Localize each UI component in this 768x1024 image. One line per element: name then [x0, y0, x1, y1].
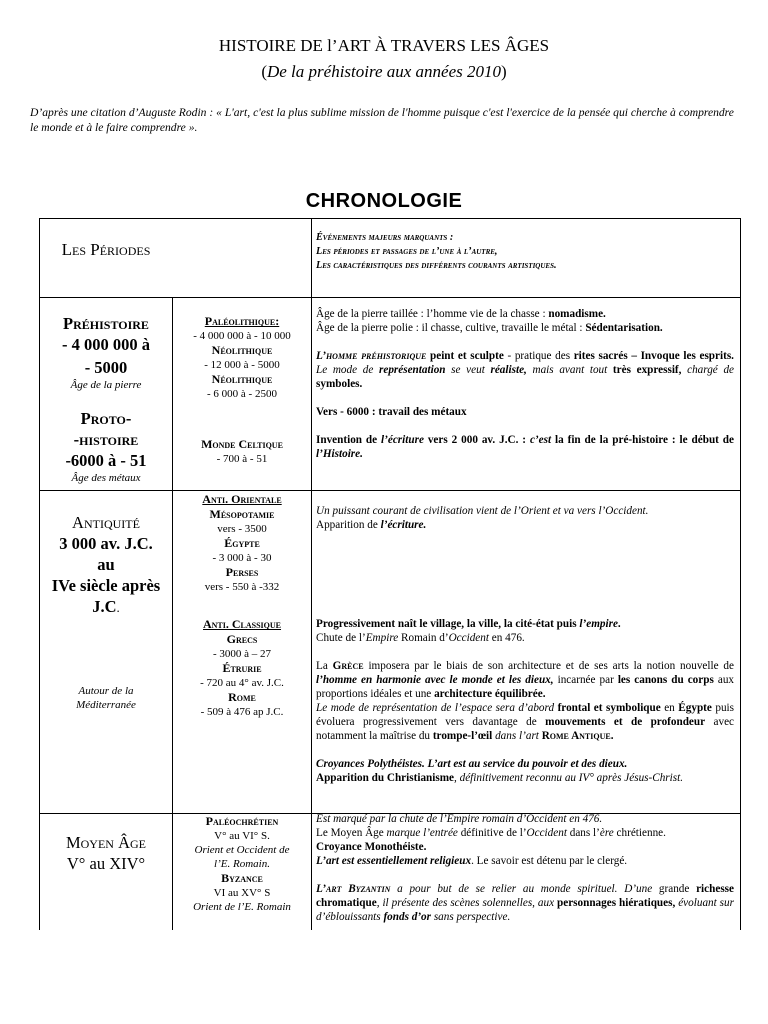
prehistoire-events: Âge de la pierre taillée : l’homme vie de la chasse : nomadisme. Âge de la pierre polie : il chasse, cultive, travaille le métal : Sédentarisation. L’homme préhistorique peint et sculpte - pratique des rites sacrés – Invoque les esprits. Le mode de représentation se veut réaliste, mais avant tout très expressif, chargé de symboles. Vers - 6000 : travail des métaux Invention de l’écriture vers 2 000 av. J.C. : c’est la fin de la pré-histoire : le début de l’Histoire. — [316, 308, 735, 460]
moyen-age-period: Moyen Âge V° au XIV° — [65, 833, 147, 873]
rodin-quote: D’après une citation d’Auguste Rodin : « L'art, c'est la plus sublime mission de l'homme puisque c'est l'exercice de la pensée qui cherche à comprendre le monde et à le faire comprendre ». — [30, 106, 734, 134]
header-events: Événements majeurs marquants : Les périodes et passages de l’une à l’autre, Les caractéristiques des différents courants artistiques. — [316, 232, 557, 271]
table-divider-prehistoire — [39, 490, 741, 491]
table-border-right — [740, 218, 741, 930]
antiquite-orientale: Anti. Orientale Mésopotamie vers - 3500 Égypte - 3 000 à - 30 Perses vers - 550 à -332 — [202, 492, 282, 593]
antiquite-note: Autour de la Méditerranée — [76, 685, 136, 711]
antiquite-events: Progressivement naît le village, la ville, la cité-état puis l’empire. Chute de l’Empire Romain d’Occident en 476. La Grèce imposera par le biais de son architecture et de ses arts la notion nouvelle de l’homme en harmonie avec le monde et les dieux, incarnée par les canons du corps aux proportions idéales et une architecture équilibrée. Le mode de représentation de l’espace sera d’abord frontal et symbolique en Égypte puis évoluera progressivement vers davantage de mouvements et de profondeur avec notamment la maîtrise du trompe-l’œil dans l’art Rome Antique. Croyances Polythéistes. L’art est au service du pouvoir et des dieux. Apparition du Christianisme, définitivement reconnu au IV° après Jésus-Christ. — [316, 618, 735, 784]
prehistoire-subperiods: Paléolithique: - 4 000 000 à - 10 000 Néolithique - 12 000 à - 5000 Néolithique - 6 000 à - 2500 — [193, 314, 291, 400]
antiquite-events-top: Un puissant courant de civilisation vient de l’Orient et va vers l’Occident. Apparition de l’écriture. — [316, 505, 649, 531]
table-border-top — [39, 218, 741, 219]
table-col-divider-2 — [311, 218, 312, 930]
antiquite-period: Antiquité 3 000 av. J.C. au IVe siècle après J.C. — [51, 513, 161, 616]
document-subtitle: (De la préhistoire aux années 2010) — [261, 62, 507, 81]
prehistoire-period: Préhistoire - 4 000 000 à - 5000 Âge de la pierre — [62, 314, 150, 391]
protohistoire-period: Proto- -histoire -6000 à - 51 Âge des métaux — [65, 409, 147, 484]
section-title: CHRONOLOGIE — [305, 190, 463, 212]
moyen-age-events: Est marqué par la chute de l’Empire romain d’Occident en 476. Le Moyen Âge marque l’entrée définitive de l’Occident dans l’ère chrétienne. Croyance Monothéiste. L’art est essentiellement religieux. Le savoir est détenu par le clergé. L’art Byzantin a pour but de se relier au monde spirituel. D’une grande richesse chromatique, il présente des scènes solennelles, aux personnages hiératiques, évoluant sur d’éblouissants fonds d’or sans perspective. — [316, 813, 734, 923]
document-title: HISTOIRE DE l’ART À TRAVERS LES ÂGES — [218, 36, 550, 55]
moyen-age-subperiods: Paléochrétien V° au VI° S. Orient et Occident de l’E. Romain. Byzance VI au XV° S Orient de l’E. Romain — [193, 814, 291, 913]
antiquite-classique: Anti. Classique Grecs - 3000 à – 27 Étrurie - 720 au 4° av. J.C. Rome - 509 à 476 ap J.C. — [200, 617, 284, 718]
monde-celtique: Monde Celtique - 700 à - 51 — [201, 437, 283, 465]
header-periods: Les Périodes — [61, 240, 151, 259]
table-divider-header — [39, 297, 741, 298]
